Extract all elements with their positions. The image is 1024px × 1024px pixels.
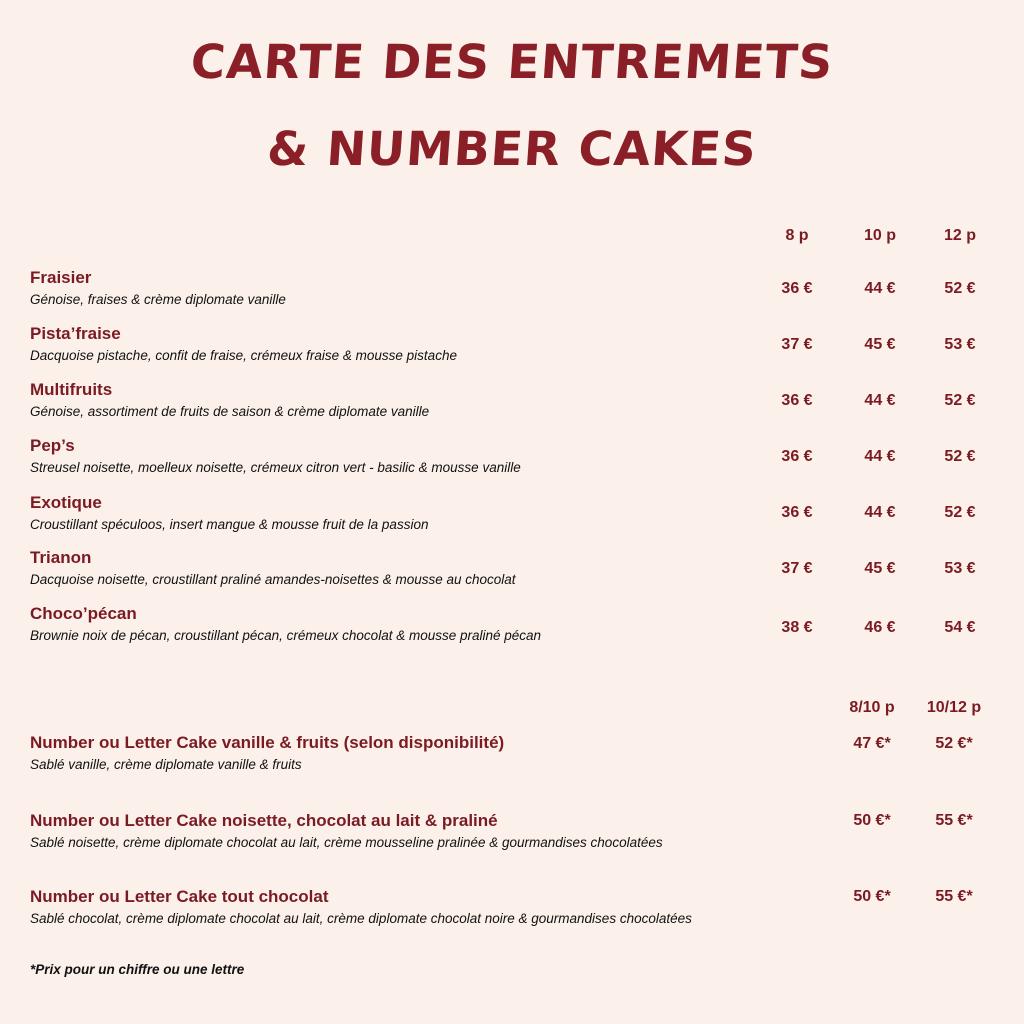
- item-description: Sablé vanille, crème diplomate vanille & fruits: [30, 757, 302, 772]
- price-8p: 37 €: [781, 336, 813, 353]
- price-8p: 36 €: [781, 504, 813, 521]
- column-header-12p: 12 p: [943, 227, 976, 244]
- price-12p: 53 €: [944, 560, 976, 577]
- price-12p: 52 €: [944, 448, 976, 465]
- price-8-10p: 47 €*: [853, 735, 891, 752]
- item-description: Streusel noisette, moelleux noisette, crémeux citron vert - basilic & mousse vanille: [30, 460, 521, 475]
- item-name: Pista’fraise: [30, 324, 121, 343]
- price-8p: 36 €: [781, 392, 813, 409]
- menu-item: [30, 604, 790, 645]
- item-name: Number ou Letter Cake vanille & fruits (selon disponibilité): [30, 733, 505, 752]
- price-8p: 36 €: [781, 280, 813, 297]
- page-title: CARTE DES ENTREMETS: [188, 35, 836, 90]
- price-10p: 45 €: [864, 560, 896, 577]
- price-10-12p: 55 €*: [935, 888, 973, 905]
- item-description: Génoise, assortiment de fruits de saison & crème diplomate vanille: [30, 404, 430, 419]
- item-description: Dacquoise noisette, croustillant praliné amandes-noisettes & mousse au chocolat: [30, 572, 516, 587]
- item-description: Dacquoise pistache, confit de fraise, crémeux fraise & mousse pistache: [30, 348, 457, 363]
- price-12p: 52 €: [944, 280, 976, 297]
- menu-item: [30, 324, 790, 365]
- item-description: Génoise, fraises & crème diplomate vanille: [30, 292, 286, 307]
- price-8-10p: 50 €*: [853, 888, 891, 905]
- menu-item: [30, 887, 790, 928]
- price-8p: 38 €: [781, 619, 813, 636]
- item-name: Number ou Letter Cake tout chocolat: [30, 887, 329, 906]
- column-header-8p: 8 p: [785, 227, 809, 244]
- price-8p: 36 €: [781, 448, 813, 465]
- price-12p: 54 €: [944, 619, 976, 636]
- item-name: Fraisier: [30, 268, 92, 287]
- page-subtitle: & NUMBER CAKES: [265, 122, 759, 177]
- menu-item: [30, 493, 790, 534]
- price-8-10p: 50 €*: [853, 812, 891, 829]
- price-10-12p: 55 €*: [935, 812, 973, 829]
- menu-item: [30, 811, 790, 852]
- price-10p: 45 €: [864, 336, 896, 353]
- menu-item: [30, 436, 790, 477]
- column-header-10p: 10 p: [863, 227, 896, 244]
- footnote: *Prix pour un chiffre ou une lettre: [30, 962, 245, 977]
- item-name: Number ou Letter Cake noisette, chocolat au lait & praliné: [30, 811, 498, 830]
- price-10p: 46 €: [864, 619, 896, 636]
- item-description: Sablé chocolat, crème diplomate chocolat au lait, crème diplomate chocolat noire & gourmandises chocolatées: [30, 911, 692, 926]
- price-10p: 44 €: [864, 392, 896, 409]
- price-12p: 52 €: [944, 504, 976, 521]
- column-header-10-12p: 10/12 p: [926, 699, 982, 716]
- price-8p: 37 €: [781, 560, 813, 577]
- item-description: Brownie noix de pécan, croustillant pécan, crémeux chocolat & mousse praliné pécan: [30, 628, 542, 643]
- item-description: Sablé noisette, crème diplomate chocolat au lait, crème mousseline pralinée & gourmandises chocolatées: [30, 835, 663, 850]
- price-10p: 44 €: [864, 504, 896, 521]
- item-description: Croustillant spéculoos, insert mangue & mousse fruit de la passion: [30, 517, 429, 532]
- item-name: Choco’pécan: [30, 604, 137, 623]
- item-name: Multifruits: [30, 380, 113, 399]
- menu-item: [30, 268, 790, 309]
- item-name: Trianon: [30, 548, 92, 567]
- price-10p: 44 €: [864, 448, 896, 465]
- menu-item: [30, 380, 790, 421]
- price-12p: 53 €: [944, 336, 976, 353]
- price-10p: 44 €: [864, 280, 896, 297]
- price-12p: 52 €: [944, 392, 976, 409]
- menu-item: [30, 548, 790, 589]
- item-name: Exotique: [30, 493, 102, 512]
- menu-item: [30, 733, 790, 774]
- price-10-12p: 52 €*: [935, 735, 973, 752]
- column-header-8-10p: 8/10 p: [849, 699, 895, 716]
- item-name: Pep’s: [30, 436, 75, 455]
